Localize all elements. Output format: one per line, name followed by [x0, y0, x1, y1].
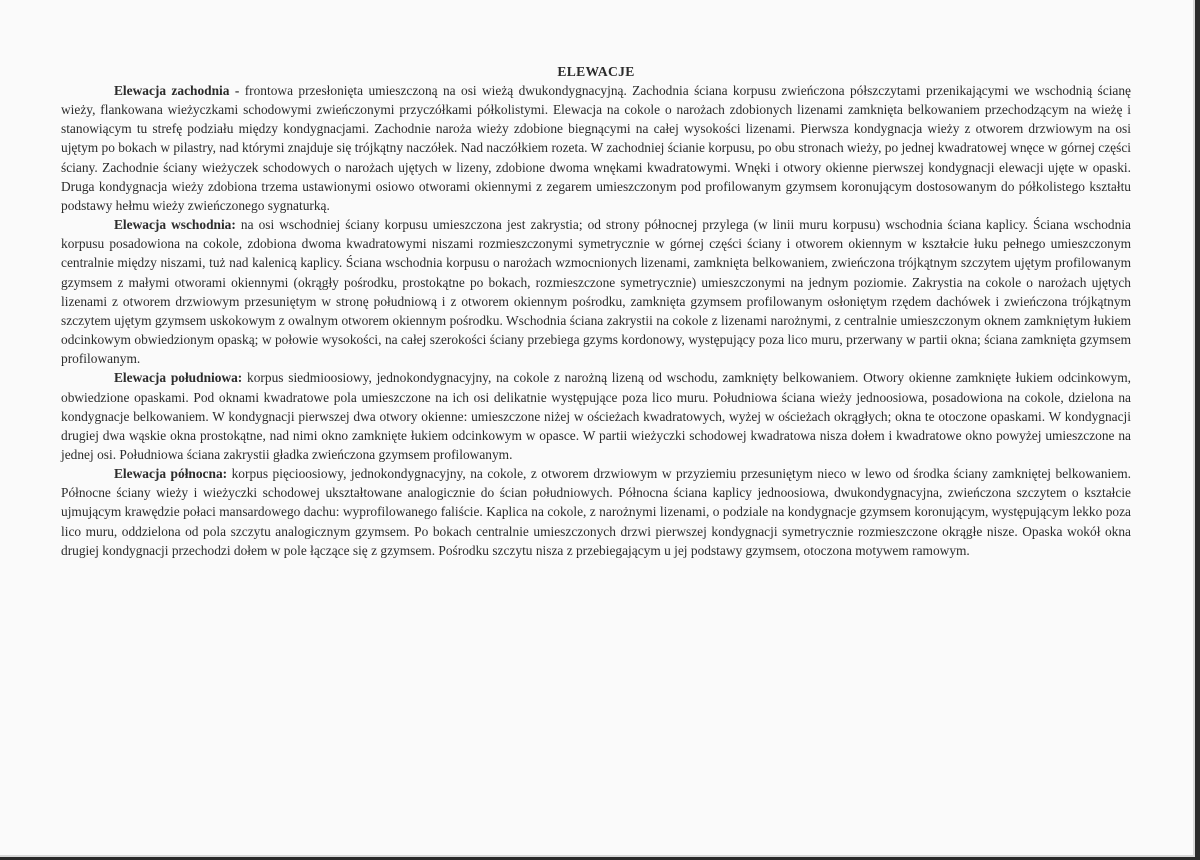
section-heading: Elewacja zachodnia -: [114, 83, 240, 98]
section-east-elevation: [61, 215, 1131, 368]
section-north-elevation: [61, 464, 1131, 560]
section-heading: Elewacja północna:: [114, 466, 228, 482]
document-body: [61, 62, 1131, 560]
section-south-elevation: [61, 368, 1131, 464]
section-text: na osi wschodniej ściany korpusu umieszczona jest zakrystia; od strony północnej przylega (w linii muru korpusu) wschodnia ściana kaplicy. Ściana wschodnia korpusu posadowiona na cokole, zdobiona dwoma kwadratowymi niszami rozmieszczonymi symetrycznie w górnej części ściany i otworem okiennym w kształcie łuku pełnego umieszczonym centralnie między niszami, tuż nad kalenicą kaplicy. Ściana wschodnia korpusu o narożach wzmocnionych lizenami, zamknięta belkowaniem, zwieńczona trójkątnym szczytem ujętym profilowanym gzymsem z małymi otworami okiennymi (okrągły pośrodku, prostokątne po bokach, rozmieszczone symetrycznie) umieszczonymi na jednym poziomie. Zakrystia na cokole o narożach ujętych lizenami z otworem drzwiowym przesuniętym w stronę południową i z otworem okiennym pośrodku, zamknięta gzymsem profilowanym osłoniętym rzędem dachówek i zwieńczona trójkątnym szczytem ujętym gzymsem uskokowym z owalnym otworem okiennym pośrodku. Wschodnia ściana zakrystii na cokole z lizenami narożnymi, z centralnie umieszczonym oknem zamkniętym łukiem odcinkowym obwiedzionym opaską; w połowie wysokości, na całej szerokości ściany przebiega gzyms kordonowy, występujący poza lico muru, przerwany w partii okna; ściana zamknięta gzymsem profilowanym.: [61, 217, 1131, 367]
section-text: korpus pięcioosiowy, jednokondygnacyjny, na cokole, z otworem drzwiowym w przyziemiu przesuniętym nieco w lewo od środka ściany zamkniętej belkowaniem. Północne ściany wieży i wieżyczki schodowej ukształtowane analogicznie do ścian południowych. Północna ściana kaplicy jednoosiowa, dwukondygnacyjna, zwieńczona szczytem o kształcie ujmującym krawędzie połaci mansardowego dachu: wyprofilowanego faliście. Kaplica na cokole, z narożnymi lizenami, o podziale na kondygnacje gzymsem koronującym, występującym lekko poza lico muru, oddzielona od pola szczytu analogicznym gzymsem. Po bokach centralnie umieszczonych drzwi pierwszej kondygnacji symetrycznie rozmieszczone okrągłe nisze. Opaska wokół okna drugiej kondygnacji przechodzi dołem w pole łączące się z gzymsem. Pośrodku szczytu nisza z przebiegającym u jej podstawy gzymsem, otoczona motywem ramowym.: [61, 466, 1131, 558]
section-heading: Elewacja południowa:: [114, 370, 243, 386]
document-title: ELEWACJE: [557, 64, 635, 79]
section-heading: Elewacja wschodnia:: [114, 217, 236, 233]
section-text: frontowa przesłonięta umieszczoną na osi wieżą dwukondygnacyjną. Zachodnia ściana korpusu zwieńczona półszczytami przenikającymi we wschodnią ścianę wieży, flankowana wieżyczkami schodowymi zwieńczonymi przyczółkami półkolistymi. Elewacja na cokole o narożach zdobionych lizenami zamknięta belkowaniem przechodzącym na wieżę i stanowiącym tu strefę podziału między kondygnacjami. Zachodnie naroża wieży zdobione biegnącymi na całej wysokości lizenami. Pierwsza kondygnacja wieży z otworem drzwiowym na osi ujętym po bokach w pilastry, nad którymi znajduje się trójkątny naczółek. Nad naczółkiem rozeta. W zachodniej ścianie korpusu, po obu stronach wieży, po jednej kwadratowej wnęce w górnej części ściany. Zachodnie ściany wieżyczek schodowych o narożach ujętych w lizeny, zdobione dwoma wnękami kwadratowymi. Wnęki i otwory okienne pierwszej kondygnacji elewacji ujęte w opaski. Druga kondygnacja wieży zdobiona trzema ustawionymi osiowo otworami okiennymi z zegarem umieszczonym pod profilowanym gzymsem koronującym dostosowanym do półkolistego kształtu podstawy hełmu wieży zwieńczonego sygnaturką.: [61, 83, 1131, 213]
section-west-elevation: [61, 81, 1131, 215]
section-text: korpus siedmioosiowy, jednokondygnacyjny, na cokole z narożną lizeną od wschodu, zamknięty belkowaniem. Otwory okienne zamknięte łukiem odcinkowym, obwiedzione opaskami. Pod oknami kwadratowe pola umieszczone na ich osi delikatnie występujące poza lico muru. Południowa ściana wieży jednoosiowa, posadowiona na cokole, dzielona na kondygnacje belkowaniem. W kondygnacji pierwszej dwa otwory okienne: umieszczone niżej w ościeżach kwadratowych, wyżej w ościeżach okrągłych; okna te otoczone opaskami. W kondygnacji drugiej dwa wąskie okna prostokątne, nad nimi okno zamknięte łukiem odcinkowym w opasce. W partii wieżyczki schodowej kwadratowa nisza dołem i kwadratowe okno powyżej umieszczone na jednej osi. Południowa ściana zakrystii gładka zwieńczona gzymsem profilowanym.: [61, 370, 1131, 462]
